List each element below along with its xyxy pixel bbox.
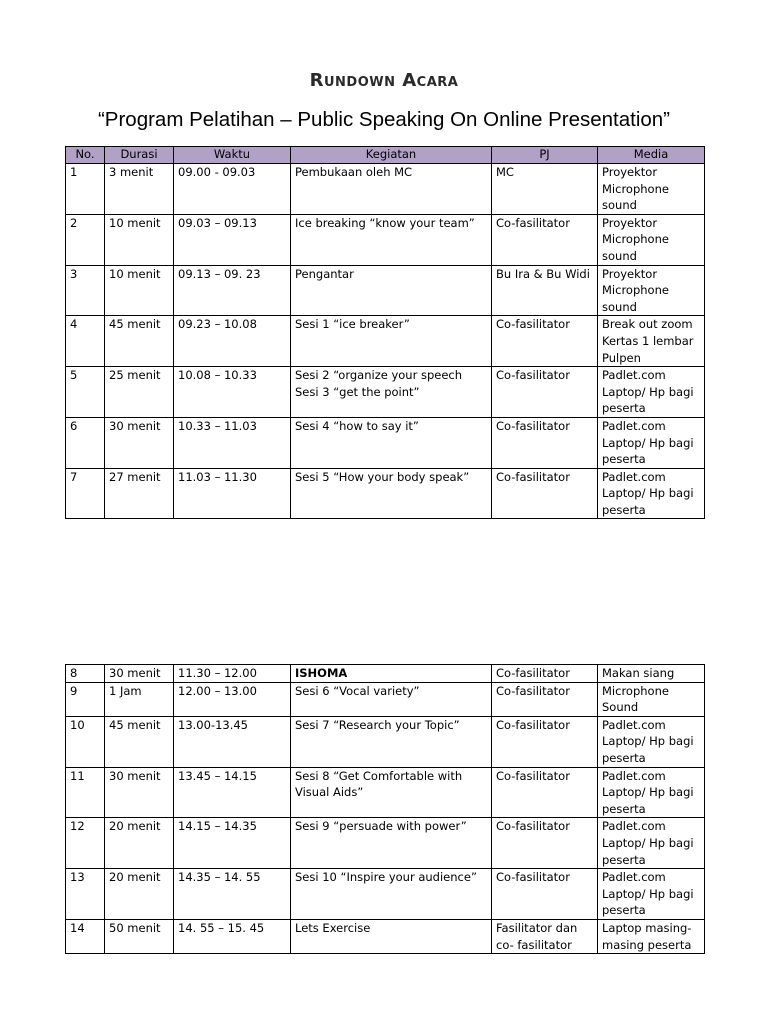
- cell-durasi: 10 menit: [105, 214, 174, 265]
- cell-durasi: 30 menit: [105, 767, 174, 818]
- media-line: masing peserta: [602, 937, 692, 952]
- table-row: [66, 316, 705, 367]
- pj-line: Co-fasilitator: [496, 717, 570, 732]
- cell-kegiatan: [291, 869, 492, 920]
- cell-durasi: 45 menit: [105, 716, 174, 767]
- cell-no: 4: [66, 316, 105, 367]
- media-line: Laptop/ Hp bagi: [602, 486, 694, 501]
- cell-no: 2: [66, 214, 105, 265]
- cell-pj: [492, 265, 598, 316]
- cell-pj: [492, 214, 598, 265]
- cell-no: 12: [66, 818, 105, 869]
- pj-line: Co-fasilitator: [496, 368, 570, 383]
- cell-waktu: 11.30 – 12.00: [174, 665, 291, 683]
- cell-kegiatan: [291, 818, 492, 869]
- cell-kegiatan: [291, 164, 492, 215]
- cell-waktu: 13.00-13.45: [174, 716, 291, 767]
- cell-durasi: 3 menit: [105, 164, 174, 215]
- kegiatan-line: Sesi 8 “Get Comfortable with: [295, 768, 463, 783]
- cell-pj: [492, 164, 598, 215]
- cell-pj: [492, 367, 598, 418]
- cell-kegiatan: [291, 468, 492, 519]
- pj-line: MC: [496, 165, 514, 179]
- table-row: [66, 869, 705, 920]
- cell-no: 7: [66, 468, 105, 519]
- cell-media: [598, 716, 705, 767]
- cell-pj: [492, 468, 598, 519]
- pj-line: Co-fasilitator: [496, 683, 570, 698]
- table-row: [66, 468, 705, 519]
- cell-no: 1: [66, 164, 105, 215]
- media-line: Microphone: [602, 232, 669, 247]
- kegiatan-line: ISHOMA: [295, 666, 348, 680]
- cell-media: [598, 214, 705, 265]
- media-line: Padlet.com: [602, 819, 666, 834]
- cell-waktu: 12.00 – 13.00: [174, 682, 291, 716]
- cell-waktu: 14. 55 – 15. 45: [174, 919, 291, 953]
- kegiatan-line: Sesi 2 “organize your speech: [295, 368, 463, 383]
- pj-line: Co-fasilitator: [496, 215, 570, 230]
- cell-durasi: 45 menit: [105, 316, 174, 367]
- media-line: Microphone: [602, 283, 669, 298]
- cell-media: [598, 316, 705, 367]
- cell-no: 9: [66, 682, 105, 716]
- table-row: [66, 164, 705, 215]
- media-line: Proyektor: [602, 165, 658, 179]
- media-line: Sound: [602, 700, 639, 715]
- cell-media: [598, 818, 705, 869]
- cell-media: [598, 265, 705, 316]
- kegiatan-line: Ice breaking “know your team”: [295, 215, 475, 230]
- kegiatan-line: Lets Exercise: [295, 920, 371, 935]
- cell-pj: [492, 316, 598, 367]
- cell-waktu: 09.03 – 09.13: [174, 214, 291, 265]
- table-row: [66, 417, 705, 468]
- pj-line: Co-fasilitator: [496, 469, 570, 484]
- kegiatan-line: Sesi 3 “get the point”: [295, 384, 420, 399]
- pj-line: Co-fasilitator: [496, 819, 570, 834]
- media-line: Padlet.com: [602, 469, 666, 484]
- cell-pj: [492, 417, 598, 468]
- media-line: Laptop/ Hp bagi: [602, 435, 694, 450]
- cell-waktu: 09.23 – 10.08: [174, 316, 291, 367]
- media-line: peserta: [602, 801, 646, 816]
- cell-media: [598, 665, 705, 683]
- cell-media: [598, 417, 705, 468]
- media-line: Padlet.com: [602, 768, 666, 783]
- col-header-media: Media: [598, 147, 705, 164]
- table-row: [66, 367, 705, 418]
- media-line: Laptop masing-: [602, 920, 692, 935]
- media-line: peserta: [602, 401, 646, 416]
- media-line: Padlet.com: [602, 717, 666, 732]
- cell-kegiatan: [291, 417, 492, 468]
- table-row: [66, 665, 705, 683]
- media-line: sound: [602, 299, 637, 314]
- media-line: Laptop/ Hp bagi: [602, 734, 694, 749]
- cell-no: 8: [66, 665, 105, 683]
- media-line: Padlet.com: [602, 870, 666, 885]
- pj-line: Co-fasilitator: [496, 418, 570, 433]
- table-row: [66, 265, 705, 316]
- cell-pj: [492, 869, 598, 920]
- table-row: [66, 682, 705, 716]
- col-header-kegiatan: Kegiatan: [291, 147, 492, 164]
- media-line: sound: [602, 248, 637, 263]
- cell-no: 11: [66, 767, 105, 818]
- table-row: [66, 214, 705, 265]
- pj-line: Co-fasilitator: [496, 317, 570, 332]
- kegiatan-line: Sesi 1 “ice breaker”: [295, 317, 410, 332]
- cell-media: [598, 164, 705, 215]
- kegiatan-line: Sesi 4 “how to say it”: [295, 418, 419, 433]
- cell-no: 5: [66, 367, 105, 418]
- media-line: Proyektor: [602, 215, 658, 230]
- kegiatan-line: Visual Aids”: [295, 785, 364, 800]
- cell-media: [598, 767, 705, 818]
- cell-kegiatan: [291, 316, 492, 367]
- pj-line: co- fasilitator: [496, 937, 572, 952]
- cell-kegiatan: [291, 919, 492, 953]
- table-row: [66, 818, 705, 869]
- cell-media: [598, 468, 705, 519]
- cell-no: 3: [66, 265, 105, 316]
- media-line: Proyektor: [602, 266, 658, 281]
- table-header-row: [66, 147, 705, 164]
- cell-kegiatan: [291, 682, 492, 716]
- cell-durasi: 30 menit: [105, 417, 174, 468]
- cell-media: [598, 919, 705, 953]
- cell-kegiatan: [291, 767, 492, 818]
- cell-pj: [492, 818, 598, 869]
- cell-media: [598, 682, 705, 716]
- media-line: Laptop/ Hp bagi: [602, 785, 694, 800]
- col-header-no: No.: [66, 147, 105, 164]
- table-row: [66, 919, 705, 953]
- kegiatan-line: Pembukaan oleh MC: [295, 165, 413, 179]
- media-line: sound: [602, 198, 637, 213]
- cell-media: [598, 367, 705, 418]
- cell-pj: [492, 767, 598, 818]
- col-header-durasi: Durasi: [105, 147, 174, 164]
- kegiatan-line: Sesi 6 “Vocal variety”: [295, 683, 420, 698]
- pj-line: Co-fasilitator: [496, 768, 570, 783]
- cell-durasi: 1 Jam: [105, 682, 174, 716]
- cell-kegiatan: [291, 265, 492, 316]
- cell-waktu: 13.45 – 14.15: [174, 767, 291, 818]
- page-subtitle: “Program Pelatihan – Public Speaking On Online Presentation”: [97, 108, 671, 131]
- cell-no: 13: [66, 869, 105, 920]
- media-line: Padlet.com: [602, 368, 666, 383]
- cell-waktu: 14.35 – 14. 55: [174, 869, 291, 920]
- cell-kegiatan: [291, 665, 492, 683]
- cell-pj: [492, 665, 598, 683]
- media-line: Laptop/ Hp bagi: [602, 886, 694, 901]
- cell-durasi: 30 menit: [105, 665, 174, 683]
- media-line: Laptop/ Hp bagi: [602, 384, 694, 399]
- media-line: Padlet.com: [602, 418, 666, 433]
- media-line: Microphone: [602, 683, 669, 698]
- kegiatan-line: Sesi 10 “Inspire your audience”: [295, 870, 477, 885]
- cell-waktu: 11.03 – 11.30: [174, 468, 291, 519]
- cell-no: 6: [66, 417, 105, 468]
- cell-waktu: 09.13 – 09. 23: [174, 265, 291, 316]
- media-line: Kertas 1 lembar: [602, 333, 694, 348]
- cell-pj: [492, 716, 598, 767]
- table-row: [66, 716, 705, 767]
- cell-pj: [492, 919, 598, 953]
- page-heading: Rundown Acara: [309, 70, 459, 91]
- col-header-waktu: Waktu: [174, 147, 291, 164]
- cell-no: 14: [66, 919, 105, 953]
- media-line: Laptop/ Hp bagi: [602, 835, 694, 850]
- media-line: peserta: [602, 903, 646, 918]
- cell-kegiatan: [291, 214, 492, 265]
- media-line: Pulpen: [602, 350, 641, 365]
- pj-line: Fasilitator dan: [496, 920, 578, 935]
- kegiatan-line: Pengantar: [295, 266, 354, 281]
- cell-kegiatan: [291, 716, 492, 767]
- cell-waktu: 10.33 – 11.03: [174, 417, 291, 468]
- cell-waktu: 10.08 – 10.33: [174, 367, 291, 418]
- cell-pj: [492, 682, 598, 716]
- table-row: [66, 767, 705, 818]
- cell-no: 10: [66, 716, 105, 767]
- cell-durasi: 25 menit: [105, 367, 174, 418]
- kegiatan-line: Sesi 7 “Research your Topic”: [295, 717, 460, 732]
- media-line: Break out zoom: [602, 317, 693, 332]
- media-line: Microphone: [602, 181, 669, 196]
- media-line: peserta: [602, 502, 646, 517]
- cell-durasi: 20 menit: [105, 869, 174, 920]
- cell-durasi: 20 menit: [105, 818, 174, 869]
- kegiatan-line: Sesi 9 “persuade with power”: [295, 819, 467, 834]
- cell-kegiatan: [291, 367, 492, 418]
- col-header-pj: PJ: [492, 147, 598, 164]
- rundown-table-1: [65, 146, 705, 519]
- media-line: peserta: [602, 852, 646, 867]
- pj-line: Co-fasilitator: [496, 666, 570, 680]
- media-line: peserta: [602, 452, 646, 467]
- cell-waktu: 14.15 – 14.35: [174, 818, 291, 869]
- media-line: Makan siang: [602, 666, 675, 680]
- cell-media: [598, 869, 705, 920]
- rundown-table-2: [65, 664, 705, 954]
- kegiatan-line: Sesi 5 “How your body speak”: [295, 469, 470, 484]
- cell-waktu: 09.00 - 09.03: [174, 164, 291, 215]
- cell-durasi: 50 menit: [105, 919, 174, 953]
- pj-line: Bu Ira & Bu Widi: [496, 266, 590, 281]
- cell-durasi: 27 menit: [105, 468, 174, 519]
- pj-line: Co-fasilitator: [496, 870, 570, 885]
- media-line: peserta: [602, 750, 646, 765]
- cell-durasi: 10 menit: [105, 265, 174, 316]
